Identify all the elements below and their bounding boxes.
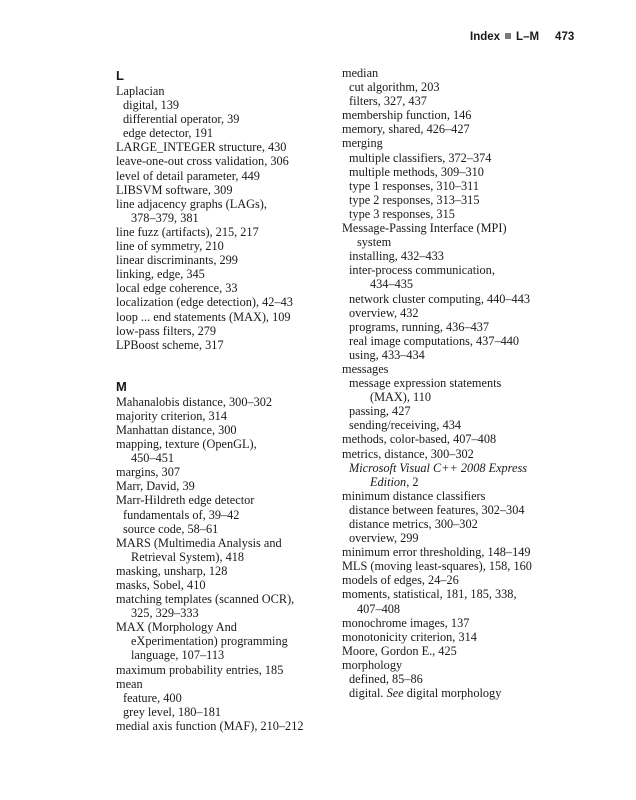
index-entry: mean [116,676,143,691]
index-entry: MAX (Morphology And [116,620,237,635]
index-entry: Moore, Gordon E., 425 [342,643,457,658]
index-entry: membership function, 146 [342,108,472,123]
index-entry: monochrome images, 137 [342,615,470,630]
index-subentry-italic: Microsoft Visual C++ 2008 Express [349,460,528,475]
index-entry-continuation: language, 107–113 [131,648,225,663]
index-entry: loop ... end statements (MAX), 109 [116,309,291,324]
index-entry: Marr, David, 39 [116,479,195,494]
index-entry-continuation: Retrieval System), 418 [131,549,245,564]
index-letter-heading-l: L [116,68,124,83]
index-column-left [116,66,331,733]
index-entry: Manhattan distance, 300 [116,422,237,437]
index-entry: margins, 307 [116,465,180,480]
index-subentry: differential operator, 39 [123,112,240,127]
letter-range: L–M [516,31,540,43]
index-entry: line fuzz (artifacts), 215, 217 [116,224,259,239]
page-number: 473 [555,31,575,43]
index-column-right [342,66,592,700]
index-subentry: type 2 responses, 313–315 [349,192,480,207]
index-entry: metrics, distance, 300–302 [342,446,474,461]
index-entry: models of edges, 24–26 [342,573,459,588]
index-entry: linear discriminants, 299 [116,253,238,268]
index-subentry: digital, 139 [123,98,180,113]
index-entry: monotonicity criterion, 314 [342,629,477,644]
index-entry: local edge coherence, 33 [116,281,238,296]
index-entry-continuation: 450–451 [131,451,175,466]
index-entry: LPBoost scheme, 317 [116,337,224,352]
index-entry-continuation: 407–408 [357,601,401,616]
index-subentry: multiple methods, 309–310 [349,164,484,179]
italic-title-part: Edition [370,474,407,489]
index-subentry: using, 433–434 [349,347,425,362]
separator-square-icon [505,33,511,39]
index-entry: line of symmetry, 210 [116,239,224,254]
section-title: Index [470,31,501,43]
index-entry: LIBSVM software, 309 [116,182,233,197]
index-entry: leave-one-out cross validation, 306 [116,154,289,169]
index-subentry: fundamentals of, 39–42 [123,507,240,522]
index-entry: linking, edge, 345 [116,267,205,282]
index-entry-continuation [342,475,592,489]
index-subentry: message expression statements [349,376,502,391]
index-entry: Message-Passing Interface (MPI) [342,221,507,236]
index-entry: mapping, texture (OpenGL), [116,437,257,452]
index-entry: MARS (Multimedia Analysis and [116,535,282,550]
index-subentry: overview, 432 [349,305,419,320]
index-entry-continuation: 325, 329–333 [131,606,199,621]
index-entry: Marr-Hildreth edge detector [116,493,255,508]
index-subentry: sending/receiving, 434 [349,418,462,433]
index-entry: messages [342,361,389,376]
index-subentry: inter-process communication, [349,263,495,278]
index-entry: merging [342,136,383,151]
index-subentry: source code, 58–61 [123,521,219,536]
index-subentry [342,686,592,700]
index-entry: maximum probability entries, 185 [116,662,284,677]
index-entry: localization (edge detection), 42–43 [116,295,293,310]
index-entry: low-pass filters, 279 [116,323,217,338]
index-entry: morphology [342,657,403,672]
index-subentry: distance metrics, 300–302 [349,517,478,531]
index-entry: methods, color-based, 407–408 [342,432,497,447]
index-entry: masking, unsharp, 128 [116,563,228,578]
index-entry: LARGE_INTEGER structure, 430 [116,140,287,155]
index-subentry: installing, 432–433 [349,249,444,264]
index-entry: level of detail parameter, 449 [116,168,260,183]
index-subentry: defined, 85–86 [349,672,423,687]
index-subentry: cut algorithm, 203 [349,80,440,95]
index-subentry: type 1 responses, 310–311 [349,178,480,193]
index-entry: memory, shared, 426–427 [342,122,470,137]
index-entry: matching templates (scanned OCR), [116,592,295,607]
index-subentry: edge detector, 191 [123,126,213,141]
index-entry: minimum error thresholding, 148–149 [342,545,531,560]
index-entry-continuation: 434–435 [370,277,414,292]
index-subentry: grey level, 180–181 [123,704,222,719]
index-subentry: distance between features, 302–304 [349,502,525,517]
index-entry-continuation: (MAX), 110 [370,390,432,405]
subentry-term: digital. [349,686,387,701]
index-subentry: passing, 427 [349,404,411,419]
see-reference-target: digital morphology [403,686,502,701]
index-subentry: multiple classifiers, 372–374 [349,150,492,165]
index-subentry: overview, 299 [349,531,419,546]
index-entry-continuation: eXperimentation) programming [131,634,288,649]
index-subentry: programs, running, 436–437 [349,319,490,334]
page-ref: , 2 [406,474,419,489]
index-entry: medial axis function (MAF), 210–212 [116,718,304,733]
index-entry-continuation: 378–379, 381 [131,210,199,225]
index-entry: moments, statistical, 181, 185, 338, [342,587,517,602]
index-entry: masks, Sobel, 410 [116,578,206,592]
index-entry: Mahanalobis distance, 300–302 [116,394,273,409]
index-entry: MLS (moving least-squares), 158, 160 [342,559,532,574]
index-subentry: filters, 327, 437 [349,94,427,109]
index-subentry: network cluster computing, 440–443 [349,291,531,306]
index-entry: majority criterion, 314 [116,408,227,423]
index-entry: line adjacency graphs (LAGs), [116,196,267,211]
index-entry: Laplacian [116,84,165,98]
index-subentry: feature, 400 [123,690,182,705]
index-entry: minimum distance classifiers [342,488,486,503]
index-letter-heading-m: M [116,378,127,394]
index-entry-continuation: system [357,235,392,250]
index-subentry: type 3 responses, 315 [349,206,455,221]
see-reference-label: See [386,686,404,701]
index-entry: median [342,66,379,80]
index-subentry: real image computations, 437–440 [349,333,520,348]
running-head [470,31,620,43]
